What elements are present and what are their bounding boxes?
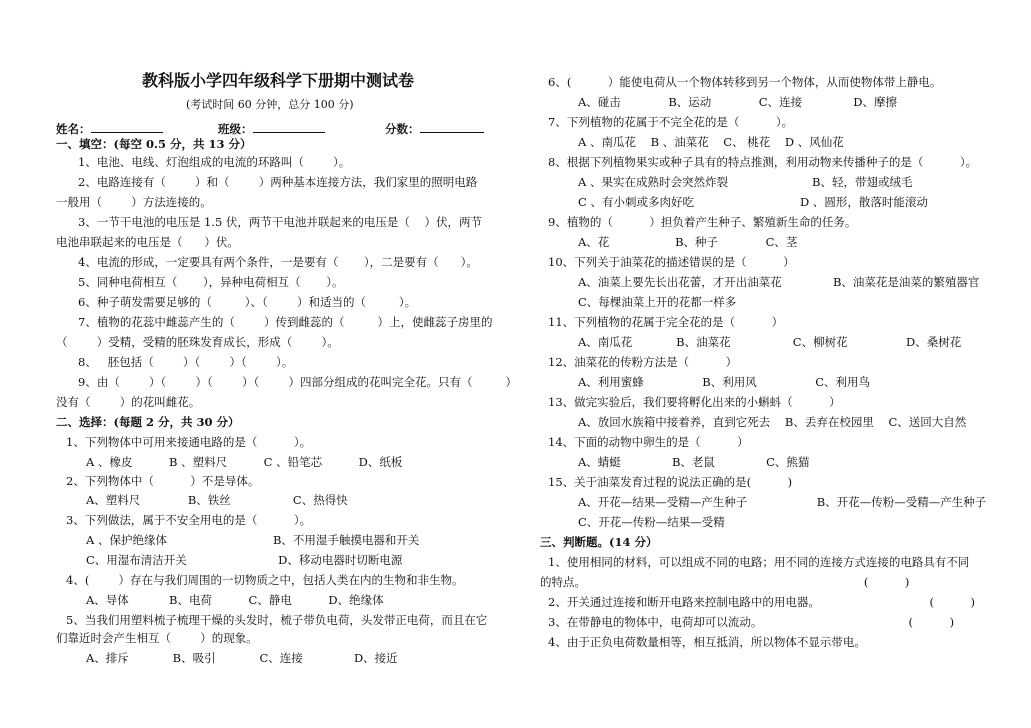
right-line: 3、在带静电的物体中，电荷却可以流动。 ( ) [548, 615, 955, 629]
class-label: 班级： [218, 122, 253, 136]
left-line: 9、由（ ）（ ）（ ）（ ）四部分组成的花叫完全花。只有（ ） [78, 375, 517, 389]
right-line: A、南瓜花 B、油菜花 C、柳树花 D、桑树花 [578, 335, 962, 349]
score-blank [420, 120, 484, 133]
right-line: 8、根据下列植物果实或种子具有的特点推测，利用动物来传播种子的是（ ）。 [548, 155, 978, 169]
right-line: 15、关于油菜发育过程的说法正确的是( ) [548, 475, 793, 489]
right-line: A 、南瓜花 B 、油菜花 C、 桃花 D 、风仙花 [578, 135, 844, 149]
score-field [385, 120, 484, 136]
left-line: 7、植物的花蕊中雌蕊产生的（ ）传到雌蕊的（ ）上，使雌蕊子房里的 [78, 315, 493, 329]
right-line: 6、( ）能使电荷从一个物体转移到另一个物体，从而使物体带上静电。 [548, 75, 942, 89]
right-line: A、蜻蜓 B、老鼠 C、熊猫 [578, 455, 810, 469]
left-line: 们靠近时会产生相互（ ）的现象。 [56, 631, 258, 645]
left-line: A、塑料尺 B、铁丝 C、热得快 [86, 493, 348, 507]
right-line: 1、使用相同的材料，可以组成不同的电路；用不同的连接方式连接的电路具有不同 [548, 555, 970, 569]
right-line: A、利用蜜蜂 B、利用风 C、利用鸟 [578, 375, 871, 389]
right-line: 4、由于正负电荷数量相等，相互抵消，所以物体不显示带电。 [548, 635, 866, 649]
right-line: 13、做完实验后，我们要将孵化出来的小蝌蚪（ ） [548, 395, 841, 409]
left-line: 3、下列做法，属于不安全用电的是（ ）。 [66, 513, 312, 527]
right-line: 7、下列植物的花属于不完全花的是（ ）。 [548, 115, 794, 129]
right-line: A、油菜上要先长出花蕾，才开出油菜花 B、油菜花是油菜的繁殖器官 [578, 275, 980, 289]
right-line: A、开花—结果—受精—产生种子 B、开花—传粉—受精—产生种子 [578, 495, 987, 509]
left-line: 4、( ）存在与我们周围的一切物质之中，包括人类在内的生物和非生物。 [66, 573, 464, 587]
right-line: 三、判断题。(14 分） [540, 535, 658, 549]
left-line: 2、下列物体中（ ）不是导体。 [66, 474, 260, 488]
right-line: C 、有小刺或多肉好吃 D 、圆形，散落时能滚动 [578, 195, 928, 209]
left-line: 二、选择：(每题 2 分，共 30 分） [56, 415, 240, 429]
right-line: 的特点。 ( ) [540, 575, 910, 589]
left-line: 6、种子萌发需要足够的（ ）、（ ）和适当的（ ）。 [78, 295, 417, 309]
right-line: C、每棵油菜上开的花都一样多 [578, 295, 737, 309]
name-field [56, 120, 163, 136]
right-line: 14、下面的动物中卵生的是（ ） [548, 435, 749, 449]
score-label: 分数： [385, 122, 420, 136]
class-blank [253, 120, 325, 133]
name-label: 姓名： [56, 122, 91, 136]
left-line: 没有（ ）的花叫雌花。 [56, 395, 201, 409]
left-line: 8、 胚包括（ ）（ ）（ ）。 [78, 355, 294, 369]
left-line: 1、下列物体中可用来接通电路的是（ ）。 [66, 435, 312, 449]
left-line: A、排斥 B、吸引 C、连接 D、接近 [86, 651, 398, 665]
page-subtitle: (考试时间 60 分钟，总分 100 分) [186, 98, 354, 111]
right-line: 9、植物的（ ）担负着产生种子、繁殖新生命的任务。 [548, 215, 857, 229]
left-line: 2、电路连接有（ ）和（ ）两种基本连接方法，我们家里的照明电路 [78, 175, 478, 189]
left-line: （ ）受精，受精的胚珠发育成长，形成（ ）。 [56, 335, 339, 349]
left-line: 一般用（ ）方法连接的。 [56, 195, 212, 209]
left-line: 4、电流的形成，一定要具有两个条件，一是要有（ ），二是要有（ ）。 [78, 255, 478, 269]
left-line: A、导体 B、电荷 C、静电 D、绝缘体 [86, 593, 384, 607]
left-line: 电池串联起来的电压是（ ）伏。 [56, 235, 239, 249]
right-line: 12、油菜花的传粉方法是（ ） [548, 355, 738, 369]
page-title: 教科版小学四年级科学下册期中测试卷 [142, 71, 415, 90]
left-line: 一、填空：(每空 0.5 分，共 13 分） [56, 137, 252, 151]
right-line: C、开花—传粉—结果—受精 [578, 515, 725, 529]
left-line: A 、保护绝缘体 B、不用湿手触摸电器和开关 [86, 533, 420, 547]
left-line: A 、橡皮 B 、塑料尺 C 、铅笔芯 D、纸板 [86, 455, 403, 469]
right-line: A、碰击 B、运动 C、连接 D、摩擦 [578, 95, 897, 109]
class-field [218, 120, 325, 136]
left-line: 3、一节干电池的电压是 1.5 伏，两节干电池并联起来的电压是（ ）伏，两节 [78, 215, 483, 229]
name-blank [91, 120, 163, 133]
left-line: 1、电池、电线、灯泡组成的电流的环路叫（ ）。 [78, 155, 351, 169]
right-line: A 、果实在成熟时会突然炸裂 B、轻，带翅或绒毛 [578, 175, 913, 189]
right-line: 11、下列植物的花属于完全花的是（ ） [548, 315, 784, 329]
left-line: C、用湿布清洁开关 D、移动电器时切断电源 [86, 553, 403, 567]
left-line: 5、同种电荷相互（ ），异种电荷相互（ ）。 [78, 275, 344, 289]
right-line: 2、开关通过连接和断开电路来控制电路中的用电器。 ( ) [548, 595, 976, 609]
right-line: A、放回水族箱中接着养，直到它死去 B、丢弃在校园里 C、送回大自然 [578, 415, 967, 429]
left-line: 5、当我们用塑料梳子梳理干燥的头发时，梳子带负电荷，头发带正电荷，而且在它 [66, 613, 488, 627]
right-line: 10、下列关于油菜花的描述错误的是（ ） [548, 255, 795, 269]
right-line: A、花 B、种子 C、茎 [578, 235, 798, 249]
